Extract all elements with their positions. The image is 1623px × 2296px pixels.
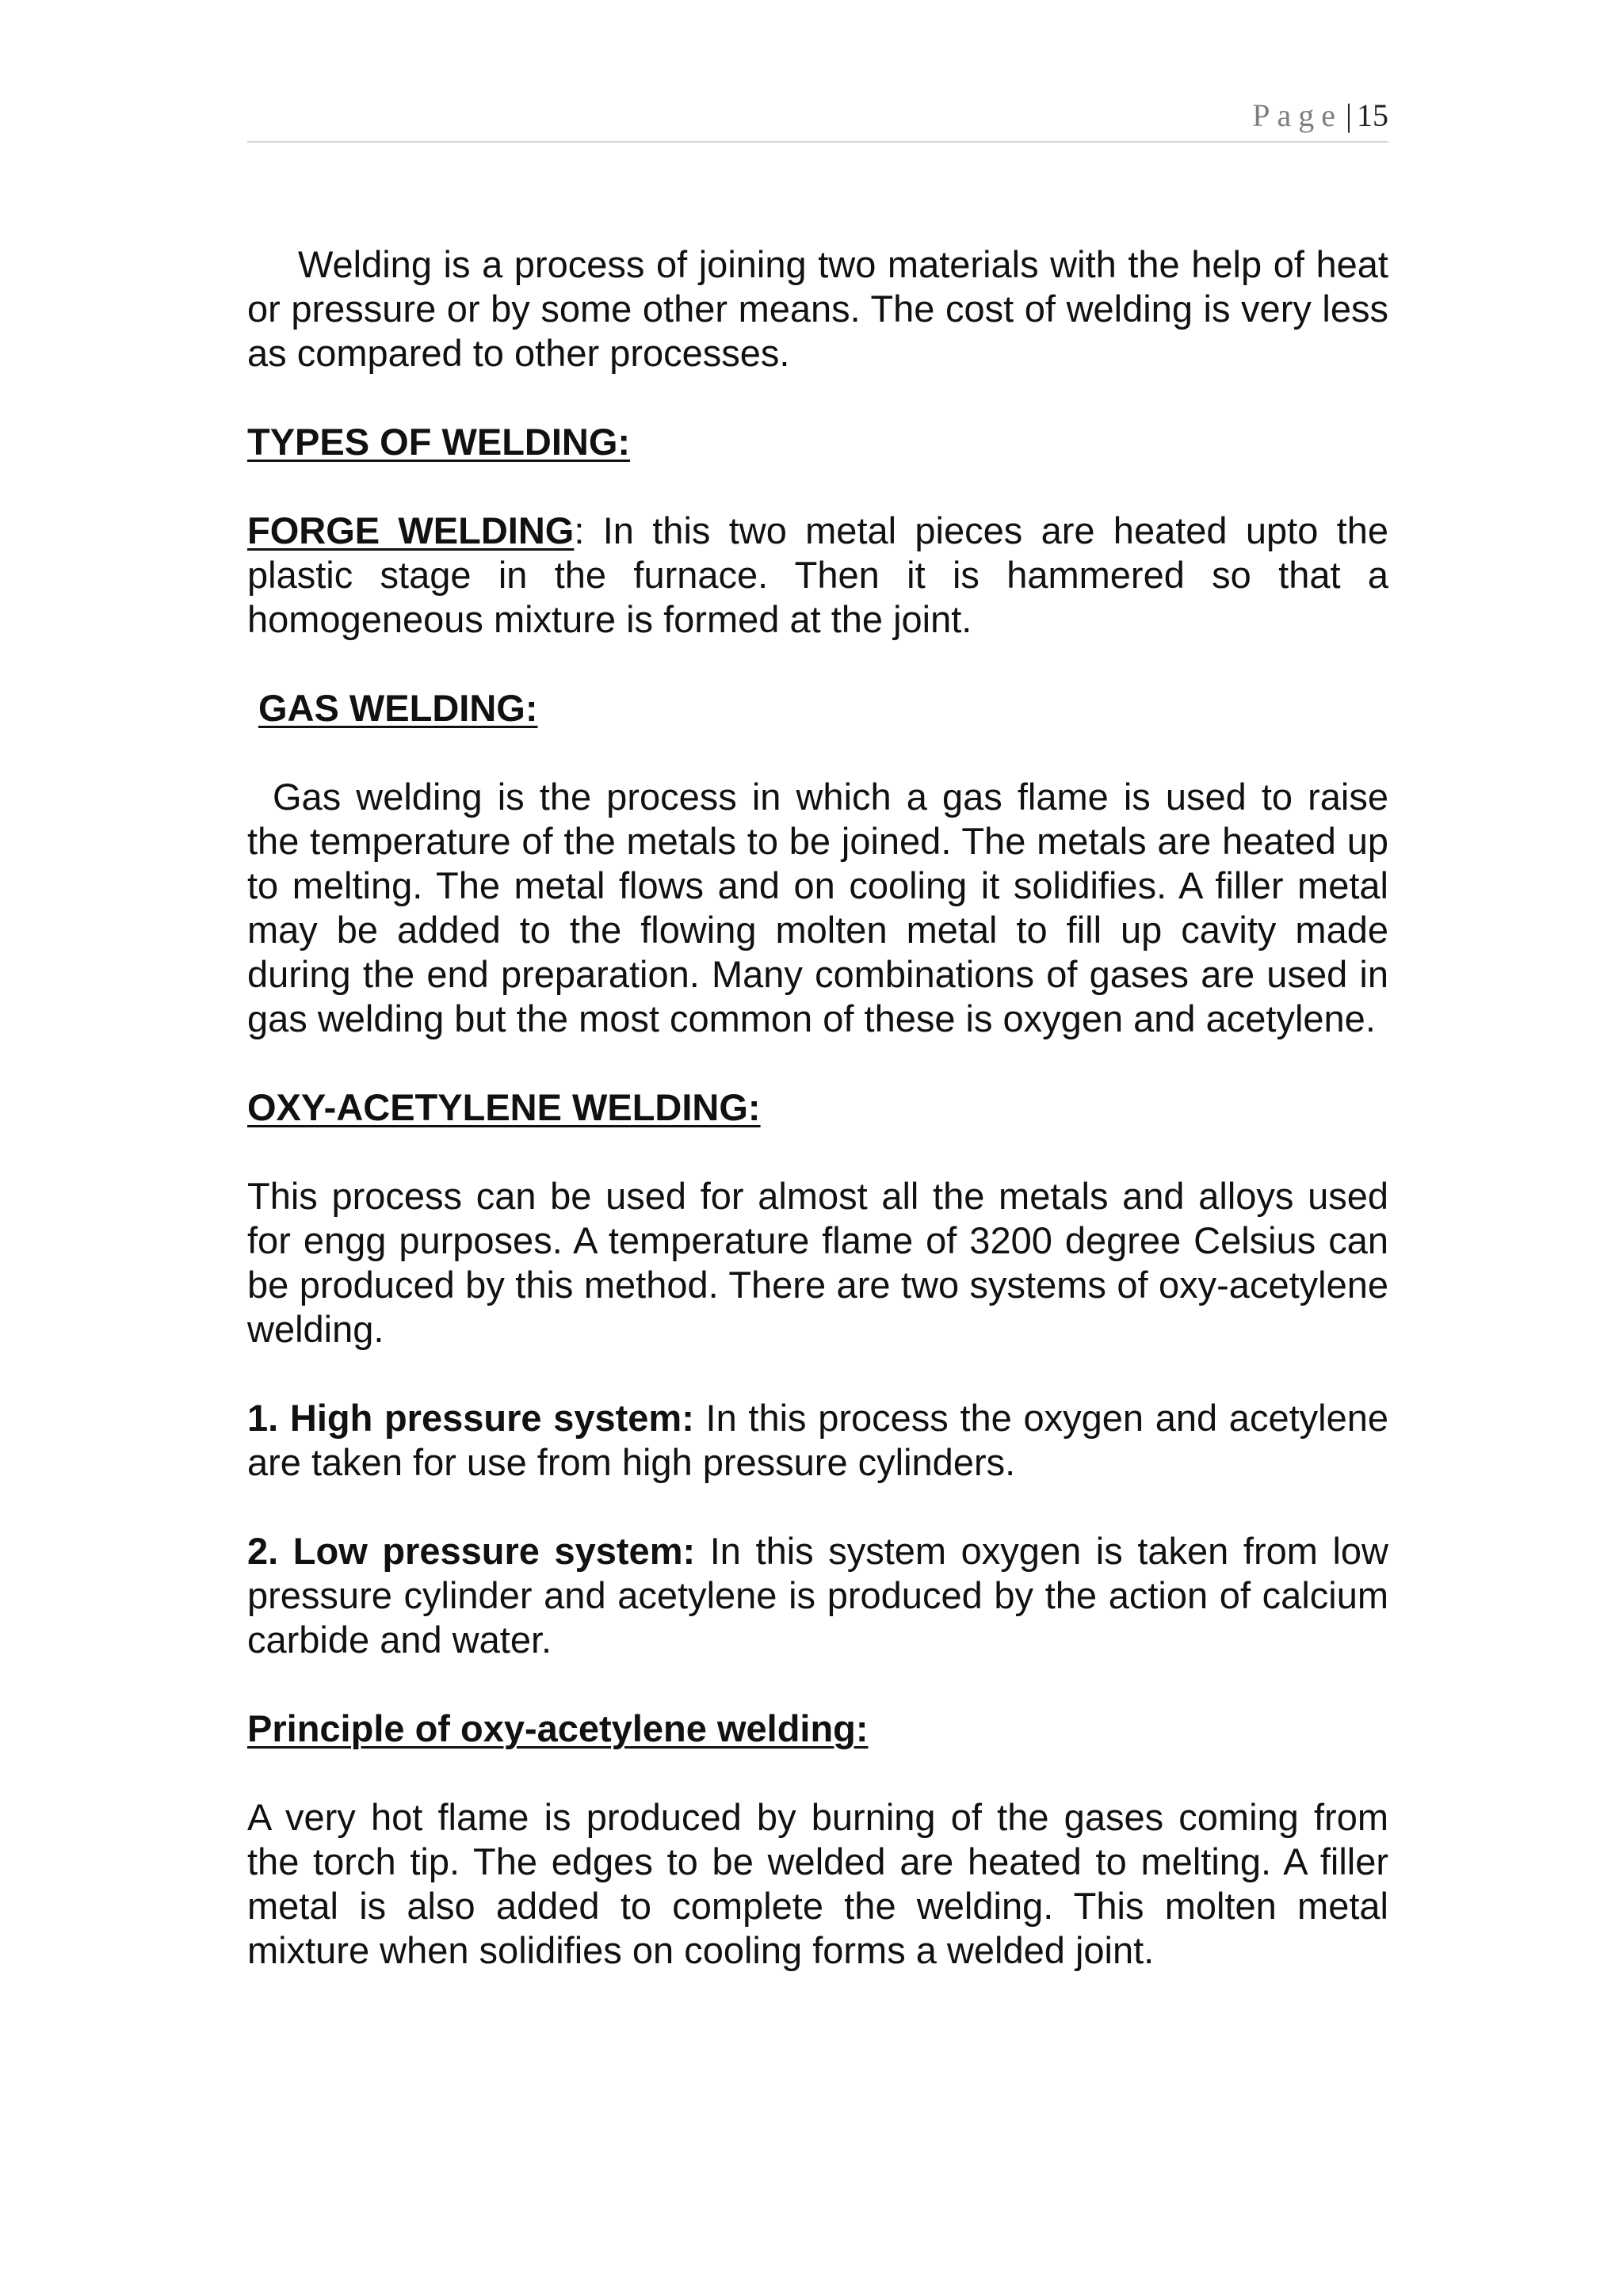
principle-heading: Principle of oxy-acetylene welding: [247,1707,869,1749]
oxy-acetylene-paragraph: This process can be used for almost all the metals and alloys used for engg purposes. A temperature flame of 3200 degree Celsius can be produced by this method. There are two systems of oxy-acetylene welding. [247,1175,1388,1350]
types-of-welding-heading: TYPES OF WELDING: [247,421,631,463]
gas-heading-block [247,686,1388,730]
low-pressure-paragraph [247,1529,1388,1662]
document-body [247,242,1388,1973]
forge-welding-paragraph [247,509,1388,642]
high-pressure-paragraph [247,1396,1388,1485]
low-pressure-text: In this system oxygen is taken from low pressure cylinder and acetylene is produced by the action of calcium carbide and water. [247,1530,1388,1661]
principle-heading-block [247,1707,1388,1751]
oxy-acetylene-heading: OXY-ACETYLENE WELDING: [247,1086,761,1128]
page-header [247,93,1388,143]
intro-paragraph: Welding is a process of joining two materials with the help of heat or pressure or by some other means. The cost of welding is very less as compared to other processes. [247,243,1388,374]
forge-welding-text: : In this two metal pieces are heated upto the plastic stage in the furnace. Then it is hammered so that a homogeneous mixture is formed at the joint. [247,509,1389,640]
forge-welding-heading: FORGE WELDING [247,509,575,551]
high-pressure-text: In this process the oxygen and acetylene are taken for use from high pressure cylinders. [247,1397,1388,1483]
types-heading-block [247,420,1388,464]
low-pressure-label: 2. Low pressure system: [247,1530,696,1572]
page-separator: | [1345,97,1352,133]
high-pressure-label: 1. High pressure system: [247,1397,694,1439]
page-number: 15 [1357,97,1388,133]
oxy-heading-block [247,1085,1388,1130]
gas-welding-heading: GAS WELDING: [258,687,538,729]
gas-welding-paragraph: Gas welding is the process in which a gas flame is used to raise the temperature of the metals to be joined. The metals are heated up to melting. The metal flows and on cooling it solidifies. A filler metal may be added to the flowing molten metal to fill up cavity made during the end preparation. Many combinations of gases are used in gas welding but the most common of these is oxygen and acetylene. [247,776,1388,1039]
page-label: Page [1252,97,1342,133]
principle-paragraph: A very hot flame is produced by burning of the gases coming from the torch tip. The edges to be welded are heated to melting. A filler metal is also added to complete the welding. This molten metal mixture when solidifies on cooling forms a welded joint. [247,1796,1388,1971]
